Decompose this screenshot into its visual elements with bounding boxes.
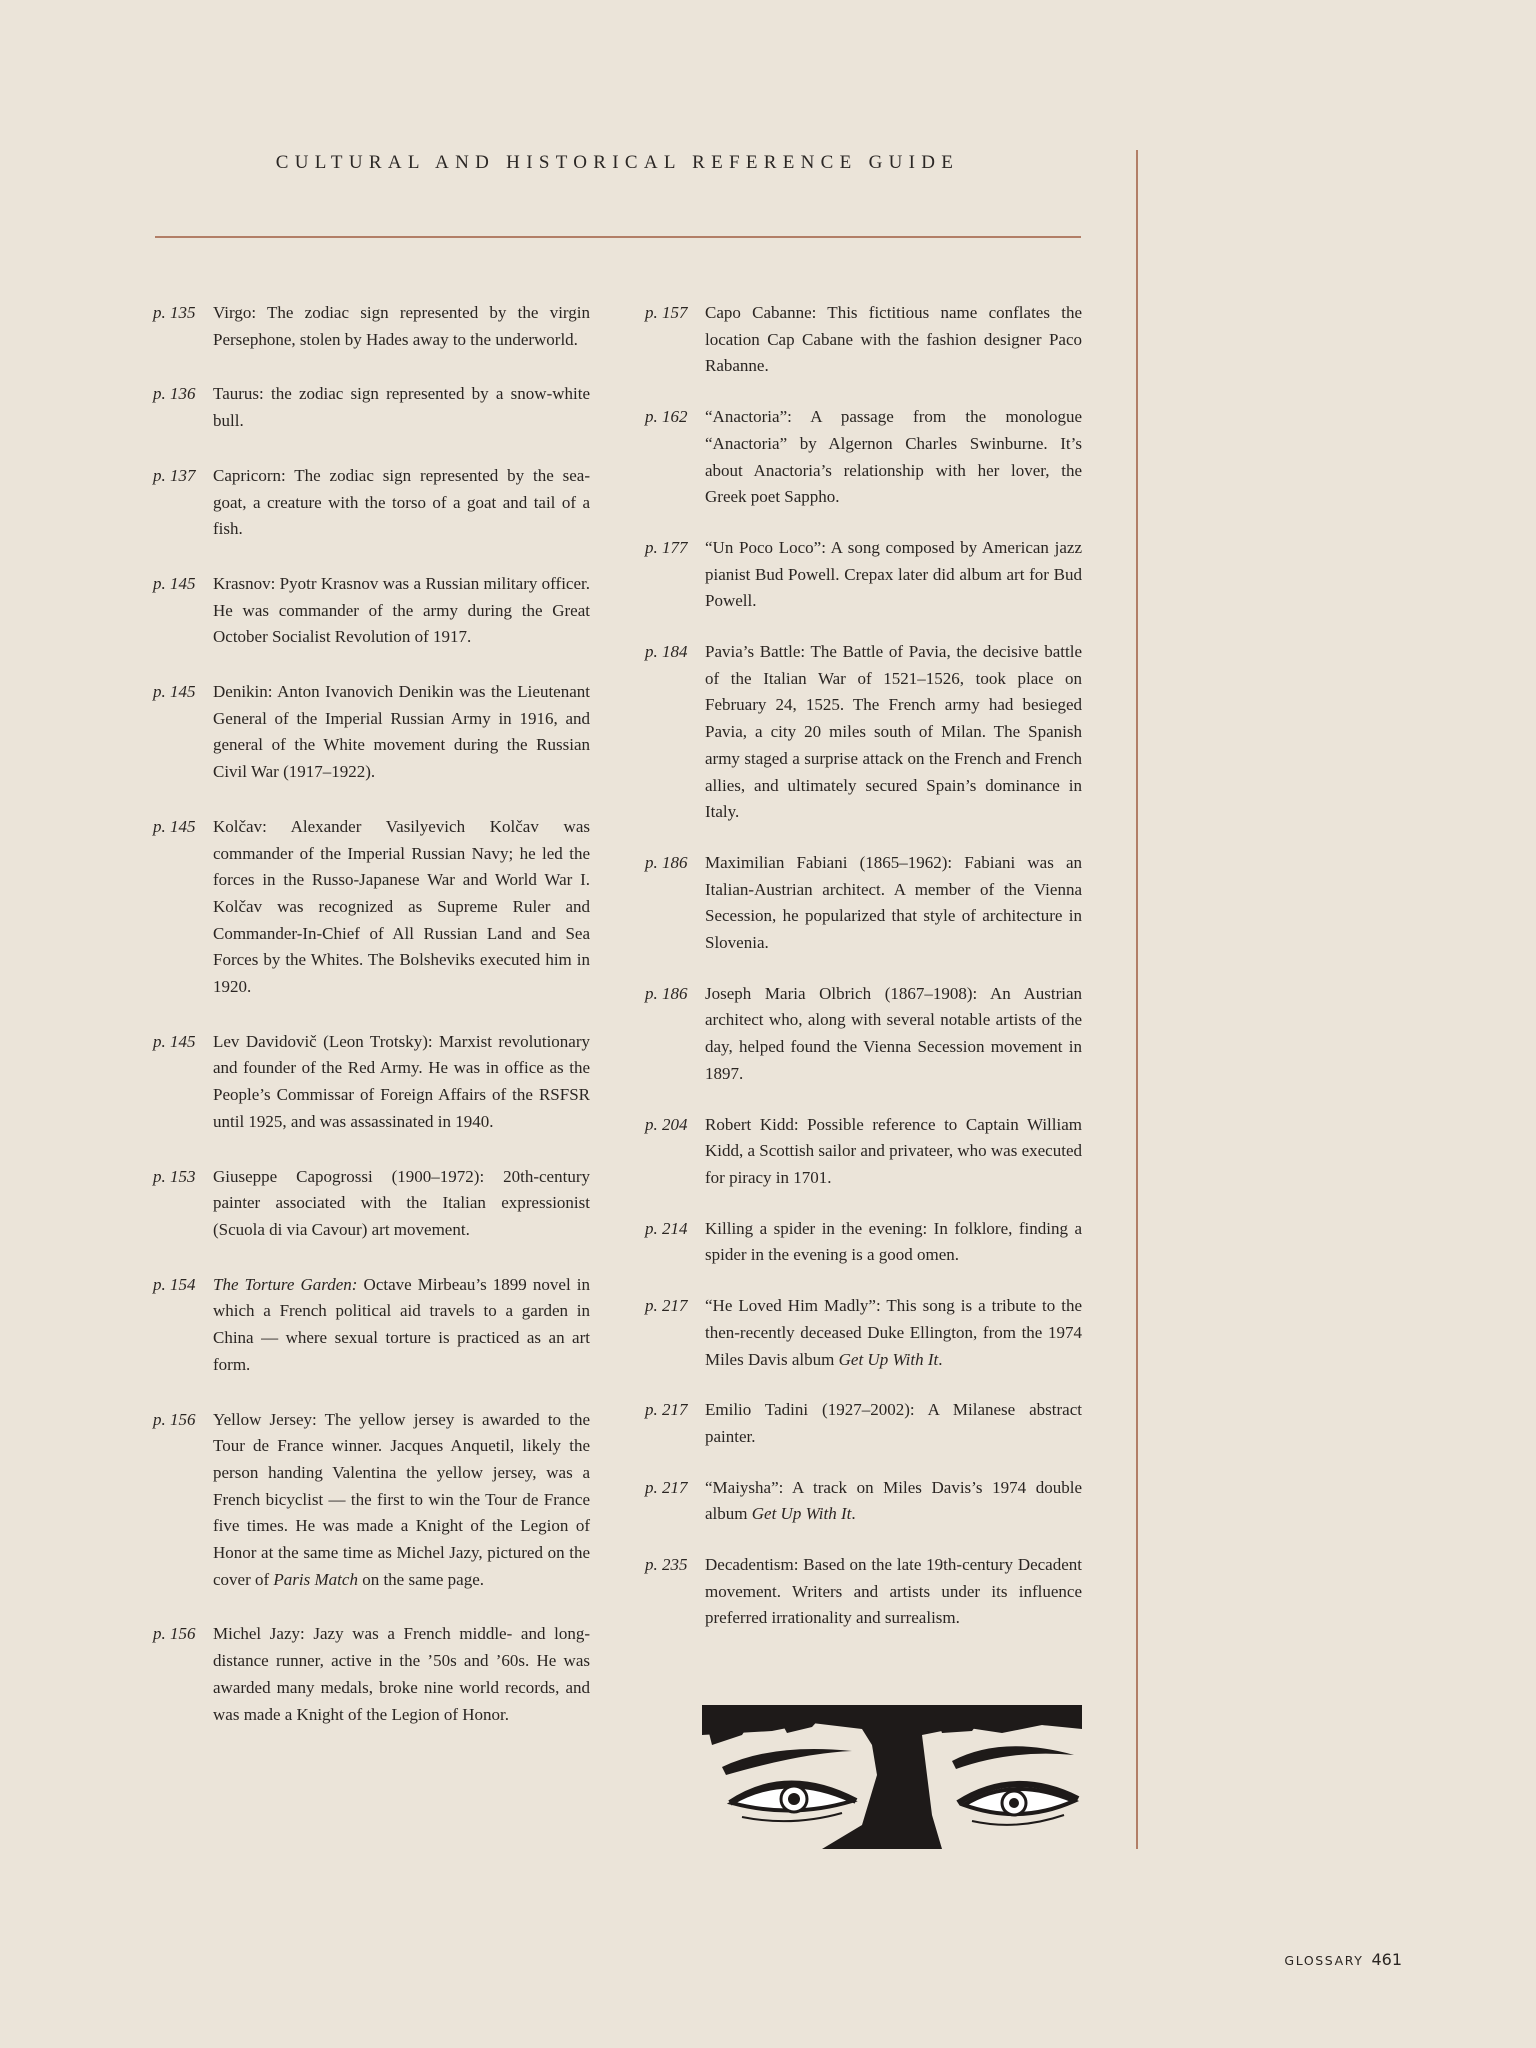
entry-page-ref: p. 156 [153, 1409, 196, 1429]
entry-page-ref: p. 186 [645, 852, 688, 872]
entry-page-ref: p. 145 [153, 682, 196, 702]
entry-body: Octave Mirbeau’s 1899 novel in which a French political aid travels to a garden in China — where sexual torture is practiced as an art form. [213, 1274, 590, 1374]
glossary-entry [153, 381, 590, 434]
glossary-entry [645, 1552, 1082, 1632]
entry-body-end: on the same page. [357, 1569, 484, 1589]
entry-body: “Maiysha”: A track on Miles Davis’s 1974 double album [705, 1477, 1082, 1524]
entry-page-ref: p. 214 [645, 1218, 688, 1238]
glossary-entry [645, 639, 1082, 826]
glossary-entry [153, 1029, 590, 1136]
glossary-entry [645, 1216, 1082, 1269]
glossary-entry [645, 300, 1082, 380]
entry-page-ref: p. 135 [153, 303, 196, 322]
entry-text: “Un Poco Loco”: A song composed by American jazz pianist Bud Powell. Crepax later did album art for Bud Powell. [705, 537, 1082, 611]
entry-text: Giuseppe Capogrossi (1900–1972): 20th-century painter associated with the Italian expressionist (Scuola di via Cavour) art movement. [213, 1166, 590, 1239]
entry-text: Joseph Maria Olbrich (1867–1908): An Austrian architect who, along with several notable artists of the day, helped found the Vienna Secession movement in 1897. [705, 983, 1082, 1083]
entry-text: Kolčav: Alexander Vasilyevich Kolčav was commander of the Imperial Russian Navy; he led the forces in the Russo-Japanese War and World War I. Kolčav was recognized as Supreme Ruler and Commander-In-Chief of All Russian Land and Sea Forces by the Whites. The Bolsheviks executed him in 1920. [213, 816, 590, 997]
entry-page-ref: p. 217 [645, 1296, 688, 1316]
glossary-entry [153, 1621, 590, 1728]
entry-page-ref: p. 204 [645, 1114, 688, 1134]
entry-text [213, 1272, 590, 1379]
comic-eyes-illustration [702, 1705, 1082, 1849]
entry-page-ref: p. 186 [645, 983, 688, 1003]
glossary-entry [153, 1164, 590, 1244]
entry-page-ref: p. 145 [153, 1031, 196, 1051]
entry-page-ref: p. 217 [645, 1400, 688, 1420]
left-column [153, 300, 590, 1756]
entry-page-ref: p. 153 [153, 1166, 196, 1186]
entry-text [213, 1407, 590, 1594]
glossary-entry [645, 1293, 1082, 1373]
entry-italic-title: Get Up With It [838, 1349, 939, 1369]
entry-body-end: . [851, 1504, 856, 1524]
glossary-entry [645, 535, 1082, 615]
entry-text: Robert Kidd: Possible reference to Captain William Kidd, a Scottish sailor and privateer, who was executed for piracy in 1701. [705, 1114, 1082, 1187]
entry-text: Killing a spider in the evening: In folklore, finding a spider in the evening is a good omen. [705, 1218, 1082, 1265]
entry-text: Emilio Tadini (1927–2002): A Milanese abstract painter. [705, 1400, 1082, 1446]
entry-text: Capo Cabanne: This fictitious name conflates the location Cap Cabane with the fashion designer Paco Rabanne. [705, 303, 1082, 376]
entry-page-ref: p. 137 [153, 465, 196, 485]
entry-text [705, 1475, 1082, 1528]
entry-page-ref: p. 184 [645, 642, 688, 662]
glossary-entry [645, 850, 1082, 957]
entry-text: Krasnov: Pyotr Krasnov was a Russian military officer. He was commander of the army during the Great October Socialist Revolution of 1917. [213, 573, 590, 647]
glossary-entry [645, 1397, 1082, 1450]
entry-text: Taurus: the zodiac sign represented by a snow-white bull. [213, 384, 590, 431]
glossary-entry [153, 814, 590, 1001]
page-number: 461 [1371, 1950, 1402, 1969]
glossary-entry [645, 1112, 1082, 1192]
entry-text [705, 1293, 1082, 1373]
entry-italic-title: The Torture Garden: [213, 1274, 358, 1294]
glossary-entry [153, 1407, 590, 1594]
entry-text: Michel Jazy: Jazy was a French middle- and long-distance runner, active in the ’50s and ’60s. He was awarded many medals, broke nine world records, and was made a Knight of the Legion of Honor. [213, 1624, 590, 1724]
vertical-rule [1136, 150, 1138, 1849]
glossary-entry [645, 404, 1082, 511]
entry-page-ref: p. 217 [645, 1477, 688, 1497]
entry-body-end: . [938, 1349, 943, 1369]
entry-text: Capricorn: The zodiac sign represented by the sea-goat, a creature with the torso of a goat and tail of a fish. [213, 465, 590, 539]
header-divider [155, 236, 1081, 238]
glossary-entry [645, 1475, 1082, 1528]
entry-page-ref: p. 145 [153, 816, 196, 836]
page-title: CULTURAL AND HISTORICAL REFERENCE GUIDE [275, 152, 960, 173]
glossary-entry [153, 571, 590, 651]
entry-page-ref: p. 136 [153, 384, 196, 404]
right-column [645, 300, 1082, 1656]
entry-page-ref: p. 162 [645, 407, 688, 427]
entry-body: “He Loved Him Madly”: This song is a tribute to the then-recently deceased Duke Ellington, from the 1974 Miles Davis album [705, 1296, 1082, 1369]
glossary-entry [153, 1272, 590, 1379]
entry-text: Denikin: Anton Ivanovich Denikin was the Lieutenant General of the Imperial Russian Army in 1916, and general of the White movement during the Russian Civil War (1917–1922). [213, 682, 590, 782]
footer-section-label: GLOSSARY [1284, 1953, 1364, 1968]
glossary-entry [645, 981, 1082, 1088]
entry-page-ref: p. 157 [645, 303, 688, 322]
page-footer [1284, 1950, 1402, 1969]
entry-page-ref: p. 177 [645, 537, 688, 557]
eyes-illustration-art [702, 1705, 1082, 1849]
glossary-entry [153, 300, 590, 353]
entry-text: Pavia’s Battle: The Battle of Pavia, the decisive battle of the Italian War of 1521–1526, took place on February 24, 1525. The French army had besieged Pavia, a city 20 miles south of Milan. The Spanish army staged a surprise attack on the French and French allies, and ultimately secured Spain’s dominance in Italy. [705, 642, 1082, 822]
glossary-entry [153, 463, 590, 543]
entry-text: Maximilian Fabiani (1865–1962): Fabiani was an Italian-Austrian architect. A member of the Vienna Secession, he popularized that style of architecture in Slovenia. [705, 852, 1082, 953]
glossary-entry [153, 679, 590, 786]
entry-text: Lev Davidovič (Leon Trotsky): Marxist revolutionary and founder of the Red Army. He was in office as the People’s Commissar of Foreign Affairs of the RSFSR until 1925, and was assassinated in 1940. [213, 1031, 590, 1131]
entry-italic-title: Get Up With It [751, 1504, 852, 1524]
entry-text: Decadentism: Based on the late 19th-century Decadent movement. Writers and artists under its influence preferred irrationality and surrealism. [705, 1555, 1082, 1628]
entry-page-ref: p. 235 [645, 1555, 688, 1575]
entry-page-ref: p. 145 [153, 573, 196, 593]
entry-page-ref: p. 154 [153, 1274, 196, 1294]
entry-text: “Anactoria”: A passage from the monologue “Anactoria” by Algernon Charles Swinburne. It’s about Anactoria’s relationship with her lover, the Greek poet Sappho. [705, 407, 1082, 507]
entry-text: Virgo: The zodiac sign represented by the virgin Persephone, stolen by Hades away to the underworld. [213, 303, 590, 349]
entry-italic-title: Paris Match [273, 1569, 358, 1589]
entry-page-ref: p. 156 [153, 1624, 196, 1644]
entry-body: Yellow Jersey: The yellow jersey is awarded to the Tour de France winner. Jacques Anquetil, likely the person handing Valentina the yellow jersey, was a French bicyclist — the first to win the Tour de France five times. He was made a Knight of the Legion of Honor at the same time as Michel Jazy, pictured on the cover of [213, 1409, 590, 1589]
